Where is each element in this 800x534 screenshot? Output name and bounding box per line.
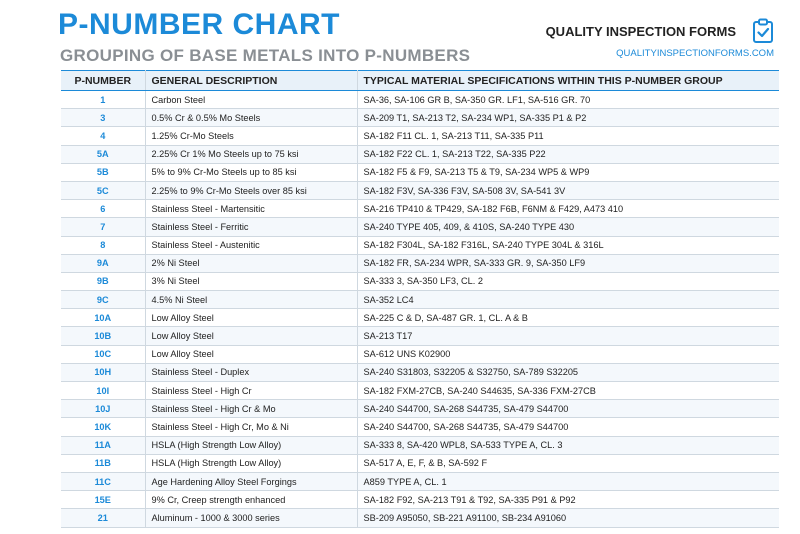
p-number-cell: 10J — [61, 400, 145, 418]
table-row — [61, 309, 779, 327]
specifications-cell: SA-182 F22 CL. 1, SA-213 T22, SA-335 P22 — [357, 145, 779, 163]
description-cell: 1.25% Cr-Mo Steels — [145, 127, 357, 145]
table-header-row — [61, 71, 779, 91]
p-number-cell: 7 — [61, 218, 145, 236]
description-cell: Stainless Steel - Duplex — [145, 363, 357, 381]
description-cell: Aluminum - 1000 & 3000 series — [145, 509, 357, 527]
specifications-cell: SA-517 A, E, F, & B, SA-592 F — [357, 454, 779, 472]
p-number-cell: 1 — [61, 91, 145, 109]
p-number-cell: 8 — [61, 236, 145, 254]
specifications-cell: SA-333 3, SA-350 LF3, CL. 2 — [357, 272, 779, 290]
p-number-cell: 9A — [61, 254, 145, 272]
table-row — [61, 327, 779, 345]
description-cell: Stainless Steel - High Cr — [145, 382, 357, 400]
specifications-cell: SA-333 8, SA-420 WPL8, SA-533 TYPE A, CL. 3 — [357, 436, 779, 454]
table-row — [61, 363, 779, 381]
p-number-table-container — [61, 70, 779, 534]
description-cell: 5% to 9% Cr-Mo Steels up to 85 ksi — [145, 163, 357, 181]
description-cell: 2.25% Cr 1% Mo Steels up to 75 ksi — [145, 145, 357, 163]
p-number-cell: 5A — [61, 145, 145, 163]
table-row — [61, 163, 779, 181]
description-cell: Stainless Steel - High Cr & Mo — [145, 400, 357, 418]
p-number-table — [61, 70, 779, 528]
p-number-cell: 15E — [61, 491, 145, 509]
specifications-cell: SA-182 F92, SA-213 T91 & T92, SA-335 P91 & P92 — [357, 491, 779, 509]
description-cell: Carbon Steel — [145, 91, 357, 109]
brand-url-link[interactable]: QUALITYINSPECTIONFORMS.COM — [616, 48, 774, 59]
p-number-cell: 10A — [61, 309, 145, 327]
table-body — [61, 91, 779, 528]
specifications-cell: SA-612 UNS K02900 — [357, 345, 779, 363]
p-number-cell: 11B — [61, 454, 145, 472]
table-row — [61, 472, 779, 490]
table-row — [61, 145, 779, 163]
specifications-cell: SA-213 T17 — [357, 327, 779, 345]
description-cell: Low Alloy Steel — [145, 327, 357, 345]
table-row — [61, 272, 779, 290]
description-cell: Age Hardening Alloy Steel Forgings — [145, 472, 357, 490]
specifications-cell: SA-182 F5 & F9, SA-213 T5 & T9, SA-234 WP5 & WP9 — [357, 163, 779, 181]
table-row — [61, 236, 779, 254]
table-row — [61, 436, 779, 454]
table-row — [61, 200, 779, 218]
table-row — [61, 218, 779, 236]
p-number-cell: 10I — [61, 382, 145, 400]
description-cell: Stainless Steel - High Cr, Mo & Ni — [145, 418, 357, 436]
description-cell: Stainless Steel - Ferritic — [145, 218, 357, 236]
table-row — [61, 291, 779, 309]
page-title: P-NUMBER CHART — [58, 8, 340, 41]
specifications-cell: SA-240 S31803, S32205 & S32750, SA-789 S32205 — [357, 363, 779, 381]
p-number-cell: 4 — [61, 127, 145, 145]
table-row — [61, 254, 779, 272]
column-header-description: GENERAL DESCRIPTION — [145, 71, 357, 91]
p-number-cell: 11A — [61, 436, 145, 454]
table-row — [61, 400, 779, 418]
p-number-cell: 9C — [61, 291, 145, 309]
specifications-cell: SB-209 A95050, SB-221 A91100, SB-234 A91060 — [357, 509, 779, 527]
specifications-cell: SA-182 F304L, SA-182 F316L, SA-240 TYPE 304L & 316L — [357, 236, 779, 254]
brand-name: QUALITY INSPECTION FORMS — [545, 24, 736, 39]
specifications-cell: SA-240 S44700, SA-268 S44735, SA-479 S44700 — [357, 400, 779, 418]
p-number-cell: 5C — [61, 181, 145, 199]
column-header-specifications: TYPICAL MATERIAL SPECIFICATIONS WITHIN THIS P-NUMBER GROUP — [357, 71, 779, 91]
specifications-cell: SA-216 TP410 & TP429, SA-182 F6B, F6NM & F429, A473 410 — [357, 200, 779, 218]
table-row — [61, 181, 779, 199]
table-row — [61, 109, 779, 127]
p-number-cell: 10B — [61, 327, 145, 345]
specifications-cell: SA-225 C & D, SA-487 GR. 1, CL. A & B — [357, 309, 779, 327]
description-cell: 0.5% Cr & 0.5% Mo Steels — [145, 109, 357, 127]
table-row — [61, 382, 779, 400]
description-cell: 4.5% Ni Steel — [145, 291, 357, 309]
p-number-cell: 11C — [61, 472, 145, 490]
description-cell: 2% Ni Steel — [145, 254, 357, 272]
p-number-cell: 9B — [61, 272, 145, 290]
p-number-cell: 21 — [61, 509, 145, 527]
specifications-cell: SA-209 T1, SA-213 T2, SA-234 WP1, SA-335 P1 & P2 — [357, 109, 779, 127]
description-cell: HSLA (High Strength Low Alloy) — [145, 454, 357, 472]
specifications-cell: SA-182 FXM-27CB, SA-240 S44635, SA-336 FXM-27CB — [357, 382, 779, 400]
specifications-cell: A859 TYPE A, CL. 1 — [357, 472, 779, 490]
description-cell: Stainless Steel - Austenitic — [145, 236, 357, 254]
p-number-cell: 6 — [61, 200, 145, 218]
description-cell: 2.25% to 9% Cr-Mo Steels over 85 ksi — [145, 181, 357, 199]
table-row — [61, 345, 779, 363]
description-cell: 3% Ni Steel — [145, 272, 357, 290]
description-cell: Low Alloy Steel — [145, 345, 357, 363]
description-cell: Stainless Steel - Martensitic — [145, 200, 357, 218]
p-number-cell: 10K — [61, 418, 145, 436]
table-row — [61, 509, 779, 527]
description-cell: 9% Cr, Creep strength enhanced — [145, 491, 357, 509]
specifications-cell: SA-352 LC4 — [357, 291, 779, 309]
specifications-cell: SA-240 TYPE 405, 409, & 410S, SA-240 TYPE 430 — [357, 218, 779, 236]
specifications-cell: SA-182 F3V, SA-336 F3V, SA-508 3V, SA-541 3V — [357, 181, 779, 199]
p-number-cell: 10H — [61, 363, 145, 381]
table-row — [61, 127, 779, 145]
table-row — [61, 91, 779, 109]
page-subtitle: GROUPING OF BASE METALS INTO P-NUMBERS — [60, 46, 471, 65]
table-row — [61, 418, 779, 436]
clipboard-check-icon — [752, 18, 774, 44]
p-number-cell: 5B — [61, 163, 145, 181]
table-row — [61, 491, 779, 509]
specifications-cell: SA-182 FR, SA-234 WPR, SA-333 GR. 9, SA-350 LF9 — [357, 254, 779, 272]
description-cell: HSLA (High Strength Low Alloy) — [145, 436, 357, 454]
column-header-p-number: P-NUMBER — [61, 71, 145, 91]
brand-block — [546, 18, 776, 62]
specifications-cell: SA-36, SA-106 GR B, SA-350 GR. LF1, SA-516 GR. 70 — [357, 91, 779, 109]
description-cell: Low Alloy Steel — [145, 309, 357, 327]
p-number-cell: 3 — [61, 109, 145, 127]
specifications-cell: SA-240 S44700, SA-268 S44735, SA-479 S44700 — [357, 418, 779, 436]
p-number-cell: 10C — [61, 345, 145, 363]
table-row — [61, 454, 779, 472]
specifications-cell: SA-182 F11 CL. 1, SA-213 T11, SA-335 P11 — [357, 127, 779, 145]
